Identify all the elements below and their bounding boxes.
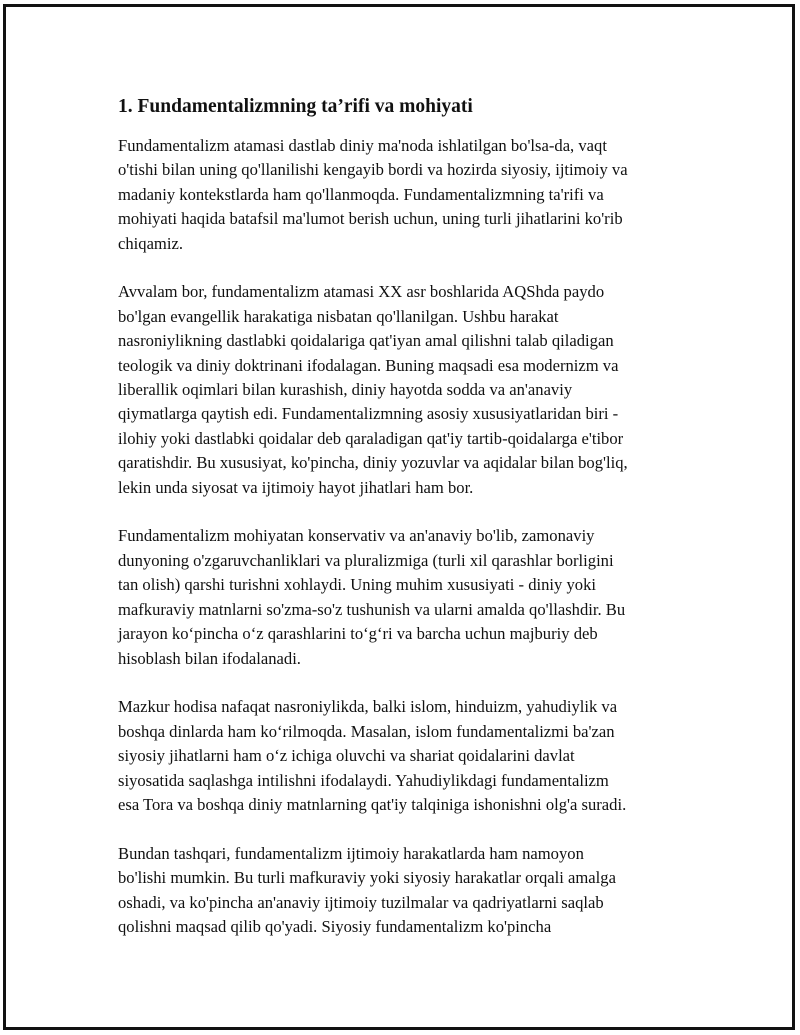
text-line: dunyoning o'zgaruvchanliklari va pluralizmiga (turli xil qarashlar borligini [118,550,614,570]
text-line: bo'lgan evangellik harakatiga nisbatan qo'llanilgan. Ushbu harakat [118,306,559,326]
text-line: o'tishi bilan uning qo'llanilishi kengayib bordi va hozirda siyosiy, ijtimoiy va [118,160,628,180]
text-line: mohiyati haqida batafsil ma'lumot berish uchun, uning turli jihatlarini ko'rib [118,209,623,229]
text-line: hisoblash bilan ifodalanadi. [118,648,301,668]
paragraph [118,842,698,940]
text-line: Bundan tashqari, fundamentalizm ijtimoiy harakatlarda ham namoyon [118,843,584,863]
text-line: Mazkur hodisa nafaqat nasroniylikda, balki islom, hinduizm, yahudiylik va [118,697,618,717]
paragraph [118,134,698,256]
text-line: madaniy kontekstlarda ham qo'llanmoqda. Fundamentalizmning ta'rifi va [118,184,604,204]
text-line: liberallik oqimlari bilan kurashish, diniy hayotda sodda va an'anaviy [118,380,573,400]
text-line: qaratishdir. Bu xususiyat, ko'pincha, diniy yozuvlar va aqidalar bilan bog'liq, [118,453,628,473]
text-line: tan olish) qarshi turishni xohlaydi. Uning muhim xususiyati - diniy yoki [118,575,596,595]
document-body [118,94,698,964]
text-line: nasroniylikning dastlabki qoidalariga qat'iyan amal qilishni talab qiladigan [118,331,614,351]
paragraph [118,524,698,670]
text-line: qiymatlarga qaytish edi. Fundamentalizmning asosiy xususiyatlaridan biri - [118,404,619,424]
text-line: esa Tora va boshqa diniy matnlarning qat'iy talqiniga ishonishni olg'a suradi. [118,794,627,814]
text-line: lekin unda siyosat va ijtimoiy hayot jihatlari ham bor. [118,477,474,497]
text-line: bo'lishi mumkin. Bu turli mafkuraviy yoki siyosiy harakatlar orqali amalga [118,868,616,888]
text-line: jarayon ko‘pincha o‘z qarashlarini to‘g‘ri va barcha uchun majburiy deb [118,624,598,644]
text-line: qolishni maqsad qilib qo'yadi. Siyosiy fundamentalizm ko'pincha [118,916,552,936]
text-line: Avvalam bor, fundamentalizm atamasi XX asr boshlarida AQShda paydo [118,282,605,302]
text-line: teologik va diniy doktrinani ifodalagan. Buning maqsadi esa modernizm va [118,355,619,375]
text-line: Fundamentalizm atamasi dastlab diniy ma'noda ishlatilgan bo'lsa-da, vaqt [118,136,607,155]
paragraphs-container [118,134,698,939]
paragraph [118,280,698,500]
text-line: Fundamentalizm mohiyatan konservativ va an'anaviy bo'lib, zamonaviy [118,526,595,546]
text-line: siyosiy jihatlarni ham o‘z ichiga oluvchi va shariat qoidalarini davlat [118,746,575,766]
text-line: boshqa dinlarda ham ko‘rilmoqda. Masalan, islom fundamentalizmi ba'zan [118,721,615,741]
text-line: mafkuraviy matnlarni so'zma-so'z tushunish va ularni amalda qo'llashdir. Bu [118,599,626,619]
text-line: oshadi, va ko'pincha an'anaviy ijtimoiy tuzilmalar va qadriyatlarni saqlab [118,892,604,912]
text-line: chiqamiz. [118,233,183,253]
section-heading: 1. Fundamentalizmning ta’rifi va mohiyati [118,96,473,117]
text-line: siyosatida saqlashga intilishni ifodalaydi. Yahudiylikdagi fundamentalizm [118,770,609,790]
text-line: ilohiy yoki dastlabki qoidalar deb qaraladigan qat'iy tartib-qoidalarga e'tibor [118,428,624,448]
paragraph [118,695,698,817]
